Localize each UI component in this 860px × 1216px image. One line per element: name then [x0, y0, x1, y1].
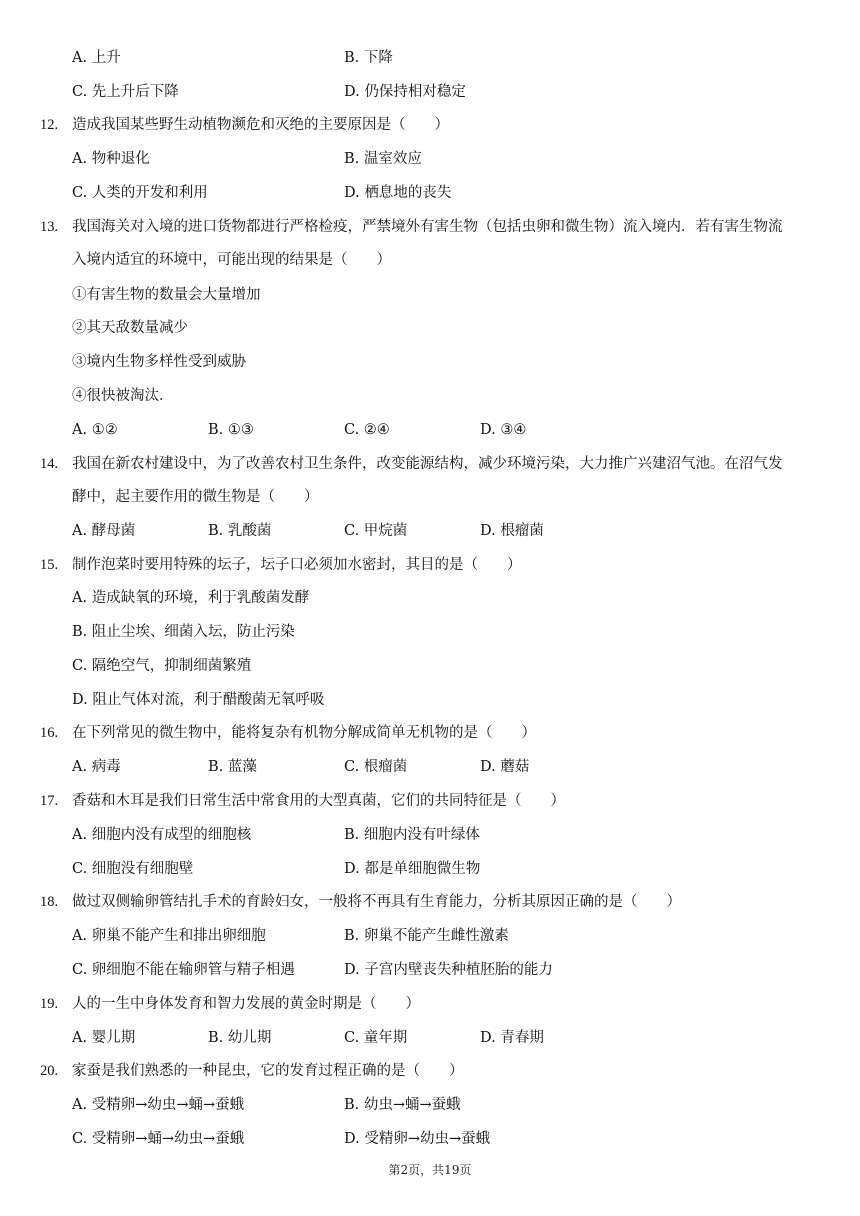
q13-statement-2 — [0, 315, 860, 341]
q15-option-c: C. 隔绝空气，抑制细菌繁殖 — [72, 658, 252, 674]
q17-option-b: B. 细胞内没有叶绿体 — [344, 827, 480, 843]
q15-stem: 制作泡菜时要用特殊的坛子，坛子口必须加水密封，其目的是（ ） — [72, 557, 522, 573]
q16-stem: 在下列常见的微生物中，能将复杂有机物分解成简单无机物的是（ ） — [72, 725, 536, 741]
q19-options-row — [0, 1025, 860, 1051]
q13-option-d: D. ③④ — [480, 422, 527, 438]
q18-options-row-2 — [0, 957, 860, 983]
q13-option-a: A. ①② — [72, 422, 118, 438]
q18-stem-line — [0, 889, 860, 915]
q20-stem-line — [0, 1058, 860, 1084]
q18-number: 18. — [40, 894, 59, 910]
q13-statement-3 — [0, 349, 860, 375]
page-footer: 第2页，共19页 — [388, 1163, 472, 1177]
q17-stem-line — [0, 788, 860, 814]
q16-options-row — [0, 754, 860, 780]
q19-number: 19. — [40, 996, 59, 1012]
q17-option-d: D. 都是单细胞微生物 — [344, 861, 481, 877]
q12-option-c: C. 人类的开发和利用 — [72, 185, 208, 201]
q19-stem: 人的一生中身体发育和智力发展的黄金时期是（ ） — [72, 996, 420, 1012]
q13-option-b: B. ①③ — [208, 422, 254, 438]
q14-option-b: B. 乳酸菌 — [208, 523, 272, 539]
q14-number: 14. — [40, 456, 59, 472]
q17-options-row-1 — [0, 822, 860, 848]
q13-stem-line-1 — [0, 214, 860, 240]
q18-option-c: C. 卵细胞不能在输卵管与精子相遇 — [72, 962, 295, 978]
q13-statement-4 — [0, 383, 860, 409]
q13-statement-1-text: ①有害生物的数量会大量增加 — [72, 287, 261, 303]
q12-option-d: D. 栖息地的丧失 — [344, 185, 452, 201]
q20-option-a: A. 受精卵→幼虫→蛹→蚕蛾 — [72, 1097, 245, 1113]
q13-statement-2-text: ②其天敌数量减少 — [72, 320, 188, 336]
q11-option-c: C. 先上升后下降 — [72, 84, 179, 100]
q11-option-d: D. 仍保持相对稳定 — [344, 84, 466, 100]
q13-statement-3-text: ③境内生物多样性受到威胁 — [72, 354, 246, 370]
q13-options-row — [0, 417, 860, 443]
q15-number: 15. — [40, 557, 59, 573]
q11-options-row-2 — [0, 79, 860, 105]
q14-option-c: C. 甲烷菌 — [344, 523, 408, 539]
q13-statement-1 — [0, 282, 860, 308]
q15-option-c-line — [0, 653, 860, 679]
q20-stem: 家蚕是我们熟悉的一种昆虫，它的发育过程正确的是（ ） — [72, 1063, 464, 1079]
q12-option-b: B. 温室效应 — [344, 151, 422, 167]
q16-number: 16. — [40, 725, 59, 741]
q13-number: 13. — [40, 219, 59, 235]
q12-stem: 造成我国某些野生动植物濒危和灭绝的主要原因是（ ） — [72, 117, 449, 133]
q17-option-a: A. 细胞内没有成型的细胞核 — [72, 827, 252, 843]
q15-option-a-line — [0, 585, 860, 611]
q17-options-row-2 — [0, 856, 860, 882]
q11-option-b: B. 下降 — [344, 50, 393, 66]
q12-options-row-1 — [0, 146, 860, 172]
q19-stem-line — [0, 991, 860, 1017]
q18-options-row-1 — [0, 923, 860, 949]
q17-stem: 香菇和木耳是我们日常生活中常食用的大型真菌，它们的共同特征是（ ） — [72, 793, 565, 809]
q16-option-a: A. 病毒 — [72, 759, 121, 775]
q19-option-b: B. 幼儿期 — [208, 1030, 272, 1046]
q16-option-b: B. 蓝藻 — [208, 759, 257, 775]
q15-option-b-line — [0, 619, 860, 645]
q16-option-d: D. 蘑菇 — [480, 759, 530, 775]
q16-option-c: C. 根瘤菌 — [344, 759, 408, 775]
q20-number: 20. — [40, 1063, 59, 1079]
q15-option-b: B. 阻止尘埃、细菌入坛，防止污染 — [72, 624, 295, 640]
q14-stem-part-2: 酵中，起主要作用的微生物是（ ） — [72, 489, 319, 505]
q13-option-c: C. ②④ — [344, 422, 390, 438]
q18-option-d: D. 子宫内壁丧失种植胚胎的能力 — [344, 962, 553, 978]
q13-stem-part-1: 我国海关对入境的进口货物都进行严格检疫，严禁境外有害生物（包括虫卵和微生物）流入境内．若有害生物流 — [72, 219, 783, 235]
q17-number: 17. — [40, 793, 59, 809]
q14-option-d: D. 根瘤菌 — [480, 523, 544, 539]
q19-option-c: C. 童年期 — [344, 1030, 408, 1046]
q15-option-a: A. 造成缺氧的环境，利于乳酸菌发酵 — [72, 590, 310, 606]
q15-option-d-line — [0, 687, 860, 713]
q14-option-a: A. 酵母菌 — [72, 523, 136, 539]
q17-option-c: C. 细胞没有细胞壁 — [72, 861, 194, 877]
q12-option-a: A. 物种退化 — [72, 151, 150, 167]
q18-stem: 做过双侧输卵管结扎手术的育龄妇女，一般将不再具有生育能力，分析其原因正确的是（ ） — [72, 894, 681, 910]
q15-option-d: D. 阻止气体对流，利于醋酸菌无氧呼吸 — [72, 692, 325, 708]
q12-options-row-2 — [0, 180, 860, 206]
q14-options-row — [0, 518, 860, 544]
q18-option-a: A. 卵巢不能产生和排出卵细胞 — [72, 928, 266, 944]
q20-option-c: C. 受精卵→蛹→幼虫→蚕蛾 — [72, 1131, 245, 1147]
q18-option-b: B. 卵巢不能产生雌性激素 — [344, 928, 509, 944]
q15-stem-line — [0, 552, 860, 578]
q14-stem-line-1 — [0, 451, 860, 477]
q11-options-row-1 — [0, 45, 860, 71]
q12-number: 12. — [40, 117, 59, 133]
q14-stem-part-1: 我国在新农村建设中，为了改善农村卫生条件，改变能源结构，减少环境污染，大力推广兴建沼气池。在沼气发 — [72, 456, 783, 472]
q13-statement-4-text: ④很快被淘汰． — [72, 388, 174, 404]
q20-option-d: D. 受精卵→幼虫→蚕蛾 — [344, 1131, 491, 1147]
q12-stem-line — [0, 112, 860, 138]
q13-stem-part-2: 入境内适宜的环境中，可能出现的结果是（ ） — [72, 252, 391, 268]
q20-options-row-2 — [0, 1126, 860, 1152]
q19-option-a: A. 婴儿期 — [72, 1030, 136, 1046]
q14-stem-line-2 — [0, 484, 860, 510]
q13-stem-line-2 — [0, 247, 860, 273]
q20-option-b: B. 幼虫→蛹→蚕蛾 — [344, 1097, 461, 1113]
q19-option-d: D. 青春期 — [480, 1030, 544, 1046]
q20-options-row-1 — [0, 1092, 860, 1118]
q11-option-a: A. 上升 — [72, 50, 121, 66]
q16-stem-line — [0, 720, 860, 746]
